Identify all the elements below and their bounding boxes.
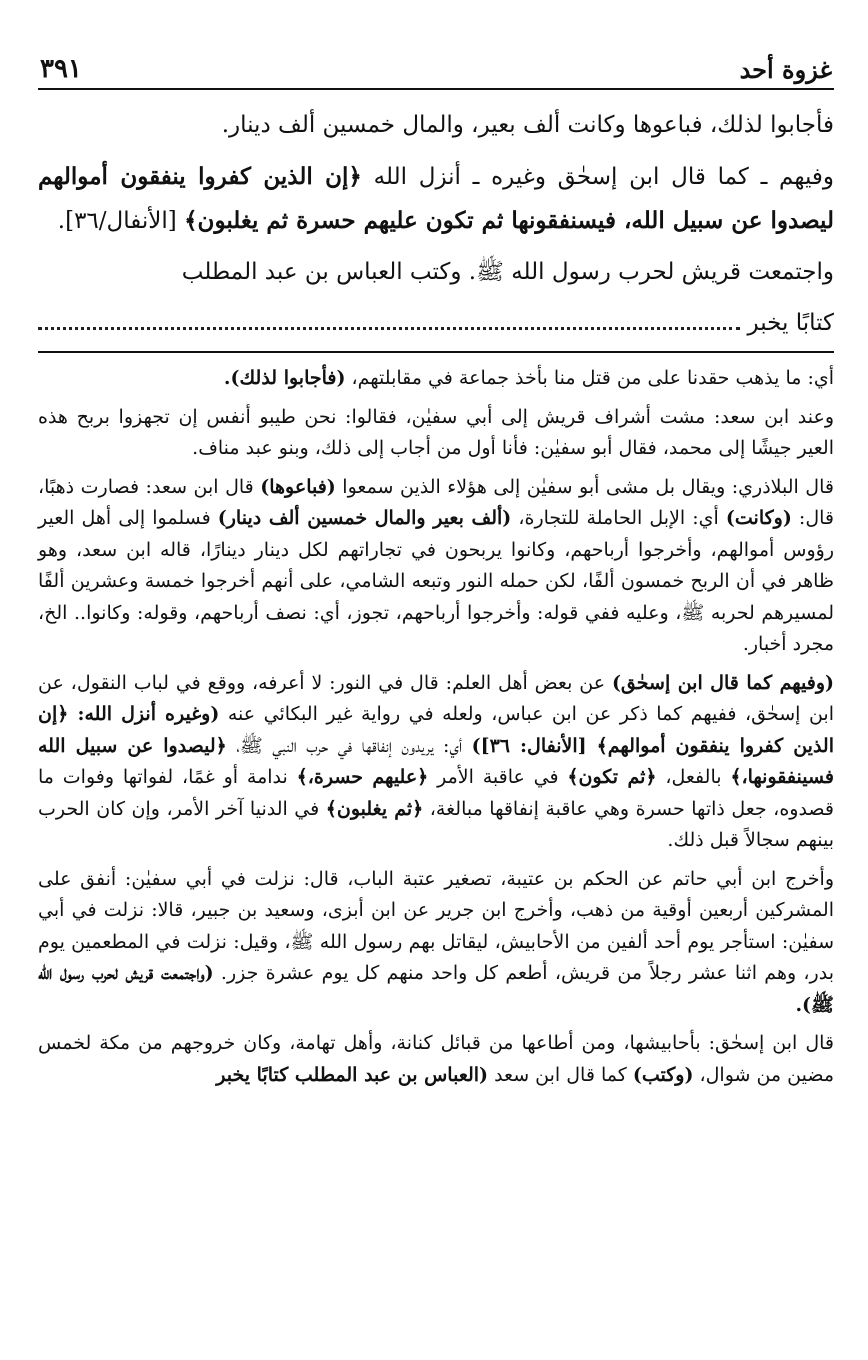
commentary-quote: ﴿ثم يغلبون﴾ (325, 797, 424, 820)
main-text-span: كتابًا يخبر (747, 310, 834, 336)
commentary-text: عن بعض أهل العلم: قال في النور: لا أعرفه، ووقع في لباب النقول، عن ابن إسحٰق، ففيهم كما ذكر عن ابن عباس، ولعله في رواية غير البكائي عنه (38, 671, 834, 725)
commentary-quote: (العباس بن عبد المطلب كتابًا يخبر (216, 1063, 489, 1086)
commentary-text: كما قال ابن سعد (488, 1063, 633, 1086)
commentary-quote: (وفيهم كما قال ابن إسحٰق) (611, 671, 834, 694)
commentary-paragraph (38, 668, 834, 857)
commentary-quote: ﴿ثم تكون﴾ (567, 766, 657, 788)
commentary-quote: (فأجابوا لذلك). (223, 367, 346, 389)
commentary-quote: (واجتمعت قريش لحرب رسول الله ﷺ). (38, 962, 834, 1016)
commentary-text: قال ابن سعد: فصارت ذهبًا، قال: (38, 475, 834, 529)
commentary-quote: (وكانت) (725, 507, 792, 529)
commentary-quote: (فباعوها) (260, 475, 336, 498)
commentary-text: قال ابن إسحٰق: بأحابيشها، ومن أطاعها من قبائل كنانة، وأهل تهامة، وكان خروجهم من مكة لخمس مضين من شوال، (38, 1032, 834, 1086)
main-paragraph (38, 155, 834, 243)
commentary-text: أي: الإبل الحاملة للتجارة، (511, 507, 726, 529)
main-text-span: واجتمعت قريش لحرب رسول الله ﷺ. وكتب العباس بن عبد المطلب (181, 259, 834, 285)
main-text-span: وفيهم ـ كما قال ابن إسحٰق وغيره ـ أنزل الله (361, 164, 834, 190)
commentary-quote: ﴿عليهم حسرة،﴾ (296, 766, 429, 788)
commentary-text: بالفعل، (656, 766, 731, 788)
main-text (38, 104, 834, 345)
page-number: ٣٩١ (40, 54, 82, 84)
footnote-divider (38, 351, 834, 353)
quran-verse: ﴿إن الذين كفروا ينفقون أموالهم ليصدوا عن سبيل الله، فيسنفقونها ثم تكون عليهم حسرة ثم يغلبون﴾ (38, 163, 834, 234)
commentary-quote: (وكتب) (632, 1063, 694, 1086)
commentary-text: فسلموا إلى أهل العير رؤوس أموالهم، وأخرجوا أرباحهم، وكانوا يربحون في تجاراتهم لكل دينار دينارًا، قاله ابن سعد، وهو ظاهر في أن الربح خمسون ألفًا، لكن حمله النور وتبعه الشامي، على أنهم أخرجوا خمسة وعشرين ألفًا لمسيرهم لحربه ﷺ، وعليه ففي قوله: وأخرجوا أرباحهم، تجوز، أي: نصف أرباحهم، وقوله: وكانوا.. الخ، مجرد أخبار. (38, 507, 834, 655)
main-text-line: فأجابوا لذلك، فباعوها وكانت ألف بعير، والمال خمسين ألف دينار. (221, 112, 834, 138)
commentary-paragraph (38, 363, 834, 395)
commentary-text: قال البلاذري: ويقال بل مشى أبو سفيٰن إلى هؤلاء الذين سمعوا (335, 475, 834, 498)
commentary-paragraph (38, 472, 834, 661)
commentary-text: في عاقبة الأمر (428, 766, 568, 788)
commentary-text: أي: ما يذهب حقدنا على من قتل منا بأخذ جماعة في مقابلتهم، (345, 367, 834, 389)
commentary-text: أي: يريدون إنفاقها في حرب النبي ﷺ، (226, 734, 472, 757)
verse-reference: [الأنفال/٣٦]. (57, 208, 185, 234)
commentary (38, 363, 834, 1091)
main-paragraph (38, 251, 834, 294)
commentary-quote: (ألف بعير والمال خمسين ألف دينار) (217, 507, 512, 529)
commentary-text: ندامة أو غمًا، لفواتها وفوات ما قصدوه، جعل ذاتها حسرة وهي عاقبة إنفاقها مبالغة، (38, 766, 834, 820)
continuation-dots (38, 313, 740, 330)
commentary-text: وأخرج ابن أبي حاتم عن الحكم بن عتيبة، تصغير عتبة الباب، قال: نزلت في أبي سفيٰن: أنفق على المشركين أربعين أوقية من ذهب، وأخرج ابن جرير عن ابن أبزى، وسعيد بن جبير، قالا: نزلت في أبي سفيٰن: استأجر يوم أحد ألفين من الأحابيش، ليقاتل بهم رسول الله ﷺ، وقيل: نزلت في المطعمين يوم بدر، وهم اثنا عشر رجلاً من قريش، أطعم كل واحد منهم كل يوم عشرة جزر. (38, 867, 834, 984)
commentary-quote: (وغيره أنزل الله: ﴿إن الذين كفروا ينفقون أموالهم﴾ [الأنفال: ٣٦]) (38, 703, 834, 757)
page-header (38, 40, 834, 90)
commentary-paragraph (38, 402, 834, 465)
commentary-paragraph (38, 1028, 834, 1091)
commentary-text: وعند ابن سعد: مشت أشراف قريش إلى أبي سفيٰن، فقالوا: نحن طيبو أنفس إن تجهزوا بربح هذه العير جيشًا إلى محمد، فقال أبو سفيٰن: فأنا أول من أجاب إلى ذلك، وبنو عبد مناف. (38, 405, 834, 459)
continuation-line (38, 302, 834, 345)
running-title: غزوة أحد (739, 55, 832, 84)
main-paragraph (38, 104, 834, 147)
commentary-paragraph (38, 864, 834, 1022)
commentary-text: في الدنيا آخر الأمر، وإن كان الحرب بينهم سجالاً قبل ذلك. (38, 797, 834, 851)
commentary-quote: ﴿ليصدوا عن سبيل الله فسينفقونها،﴾ (38, 734, 834, 788)
